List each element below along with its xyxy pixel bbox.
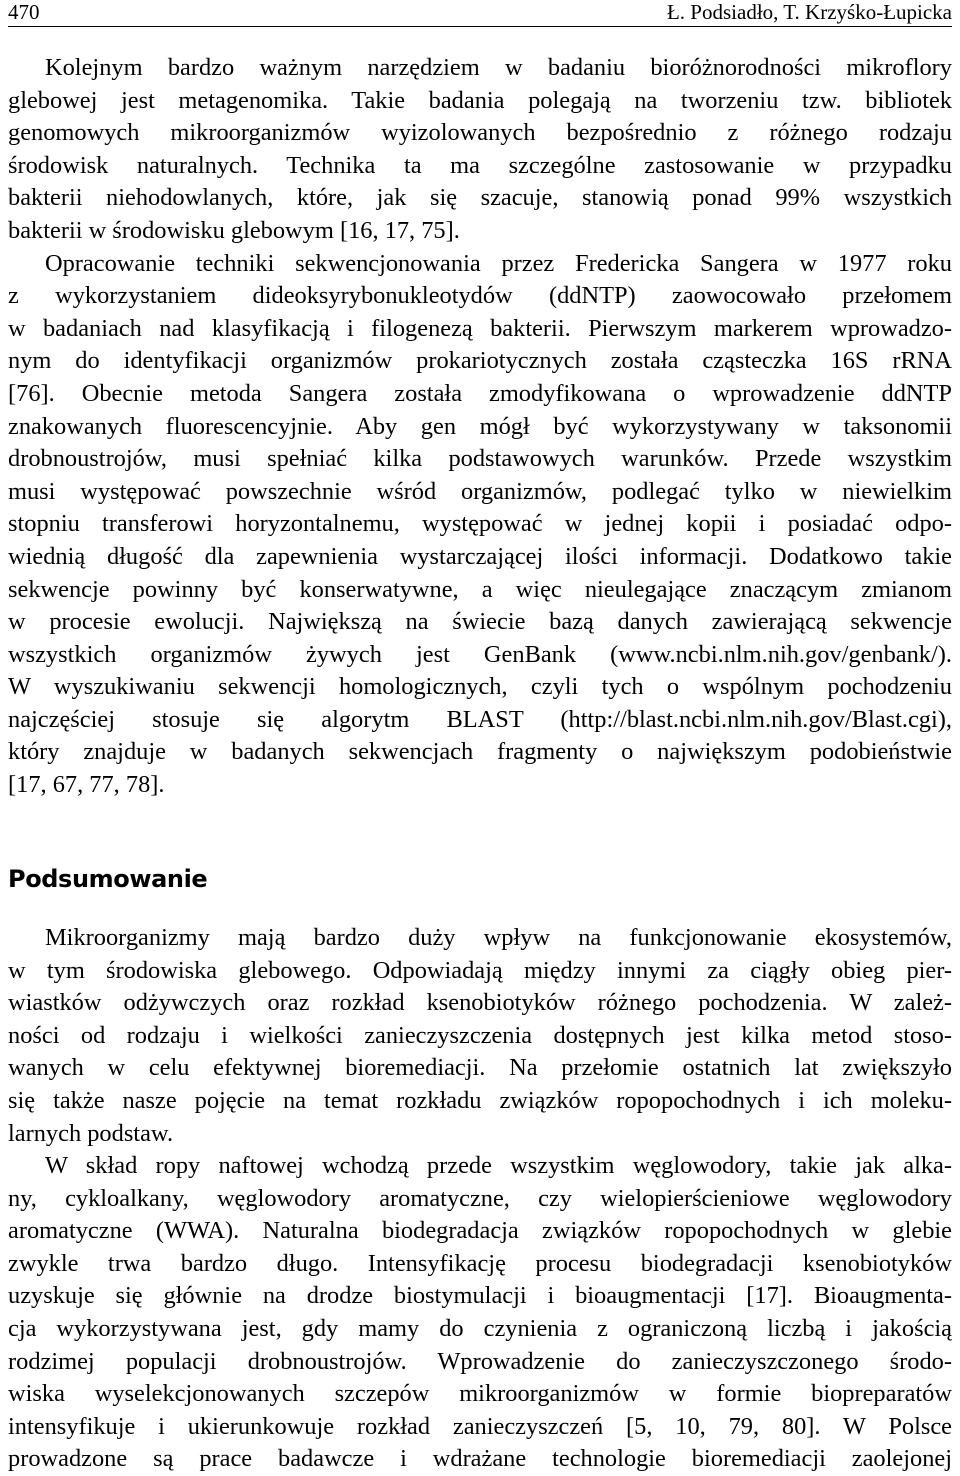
text-line: [17, 67, 77, 78].	[8, 771, 165, 799]
text-line: bakterii niehodowlanych, które, jak się szacuje, stanowią ponad 99% wszystkich	[8, 184, 952, 212]
text-line: rodzimej populacji drobnoustrojów. Wprowadzenie do zanieczyszczonego środo-	[8, 1347, 952, 1375]
text-line: larnych podstaw.	[8, 1119, 174, 1147]
text-line: zwykle trwa bardzo długo. Intensyfikację procesu biodegradacji ksenobiotyków	[8, 1249, 952, 1277]
text-line: środowisk naturalnych. Technika ta ma szczególne zastosowanie w przypadku	[8, 151, 952, 179]
text-line: cja wykorzystywana jest, gdy mamy do czynienia z ograniczoną liczbą i jakością	[8, 1314, 952, 1342]
text-line: aromatyczne (WWA). Naturalna biodegradacja związków ropopochodnych w glebie	[8, 1217, 952, 1245]
text-line: wanych w celu efektywnej bioremediacji. Na przełomie ostatnich lat zwiększyło	[8, 1054, 952, 1082]
text-line: najczęściej stosuje się algorytm BLAST (http://blast.ncbi.nlm.nih.gov/Blast.cgi),	[8, 705, 952, 733]
running-head-authors: Ł. Podsiadło, T. Krzyśko-Łupicka	[666, 0, 952, 24]
text-line: który znajduje w badanych sekwencjach fragmenty o największym podobieństwie	[8, 738, 952, 766]
body-text-metagenomics	[8, 52, 952, 802]
text-line: [76]. Obecnie metoda Sangera została zmodyfikowana o wprowadzenie ddNTP	[8, 379, 952, 407]
text-line: ny, cykloalkany, węglowodory aromatyczne, czy wielopierścieniowe węglowodory	[8, 1184, 952, 1212]
text-line: W skład ropy naftowej wchodzą przede wszystkim węglowodory, takie jak alka-	[45, 1152, 952, 1179]
text-line: stopniu transferowi horyzontalnemu, występować w jednej kopii i posiadać odpo-	[8, 510, 952, 538]
text-line: w badaniach nad klasyfikacją i filogenezą bakterii. Pierwszym markerem wprowadzo-	[8, 314, 952, 342]
text-line: z wykorzystaniem dideoksyrybonukleotydów (ddNTP) zaowocowało przełomem	[8, 282, 952, 310]
text-line: wiednią długość dla zapewnienia wystarczającej ilości informacji. Dodatkowo takie	[8, 542, 952, 570]
text-line: nym do identyfikacji organizmów prokariotycznych została cząsteczka 16S rRNA	[8, 347, 952, 375]
section-heading: Podsumowanie	[8, 865, 208, 893]
running-header	[8, 0, 952, 27]
text-line: genomowych mikroorganizmów wyizolowanych bezpośrednio z różnego rodzaju	[8, 119, 952, 147]
text-line: ności od rodzaju i wielkości zanieczyszczenia dostępnych jest kilka metod stoso-	[8, 1021, 952, 1049]
text-line: intensyfikuje i ukierunkowuje rozkład zanieczyszczeń [5, 10, 79, 80]. W Polsce	[8, 1412, 952, 1440]
summary-paragraph-2	[8, 1150, 952, 1476]
text-line: W wyszukiwaniu sekwencji homologicznych, czyli tych o wspólnym pochodzeniu	[8, 673, 952, 701]
text-line: glebowej jest metagenomika. Takie badania polegają na tworzeniu tzw. bibliotek	[8, 86, 952, 114]
text-line: Opracowanie techniki sekwencjonowania przez Fredericka Sangera w 1977 roku	[45, 249, 952, 277]
text-line: w procesie ewolucji. Największą na świecie bazą danych zawierającą sekwencje	[8, 608, 952, 636]
text-line: bakterii w środowisku glebowym [16, 17, 75].	[8, 216, 460, 244]
text-line: wiastków odżywczych oraz rozkład ksenobiotyków różnego pochodzenia. W zależ-	[8, 989, 952, 1017]
text-line: Mikroorganizmy mają bardzo duży wpływ na funkcjonowanie ekosystemów,	[45, 924, 952, 951]
text-line: drobnoustrojów, musi spełniać kilka podstawowych warunków. Przede wszystkim	[8, 445, 952, 473]
text-line: uzyskuje się głównie na drodze biostymulacji i bioaugmentacji [17]. Bioaugmenta-	[8, 1282, 952, 1310]
text-line: się także nasze pojęcie na temat rozkładu związków ropopochodnych i ich moleku-	[8, 1086, 952, 1114]
text-line: znakowanych fluorescencyjnie. Aby gen mógł być wykorzystywany w taksonomii	[8, 412, 952, 440]
text-line: sekwencje powinny być konserwatywne, a więc nieulegające znaczącym zmianom	[8, 575, 952, 603]
page-number: 470	[8, 0, 40, 24]
text-line: prowadzone są prace badawcze i wdrażane technologie bioremediacji zaolejonej	[8, 1445, 952, 1473]
text-line: musi występować powszechnie wśród organizmów, podlegać tylko w niewielkim	[8, 477, 952, 505]
text-line: wszystkich organizmów żywych jest GenBank (www.ncbi.nlm.nih.gov/genbank/).	[8, 640, 952, 668]
text-line: wiska wyselekcjonowanych szczepów mikroorganizmów w formie biopreparatów	[8, 1380, 952, 1408]
text-line: w tym środowiska glebowego. Odpowiadają między innymi za ciągły obieg pier-	[8, 956, 952, 984]
text-line: Kolejnym bardzo ważnym narzędziem w badaniu bioróżnorodności mikroflory	[45, 54, 952, 81]
summary-paragraph-1	[8, 922, 952, 1150]
